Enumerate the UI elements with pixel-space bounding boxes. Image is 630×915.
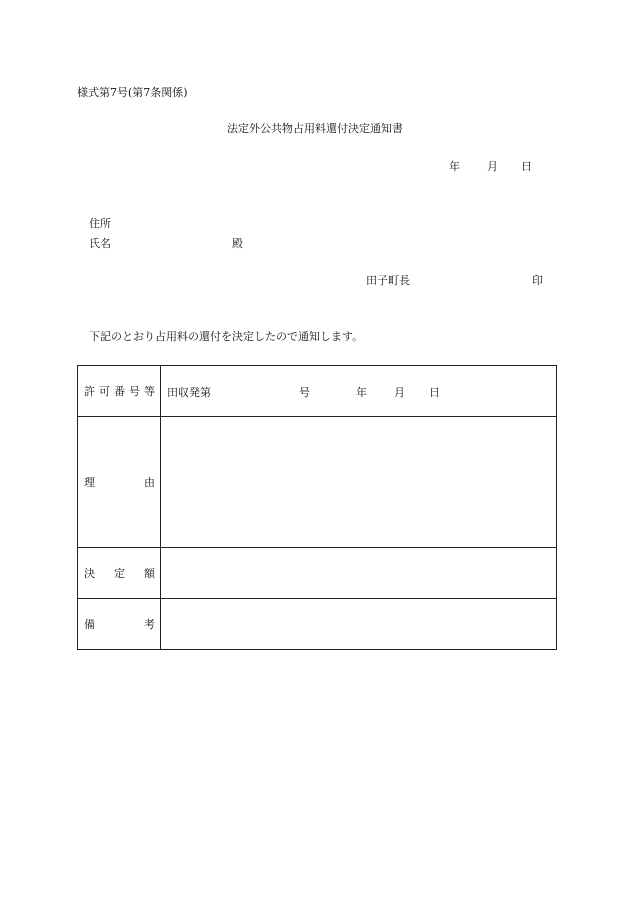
permit-day: 日 xyxy=(429,386,440,399)
reason-label-cell xyxy=(78,417,161,548)
permit-label-char: 等 xyxy=(144,385,155,398)
amount-label-cell xyxy=(78,548,161,599)
permit-number-suffix: 号 xyxy=(299,386,310,399)
remarks-value-cell[interactable] xyxy=(161,599,557,650)
amount-label-char: 額 xyxy=(144,567,155,580)
amount-value-cell[interactable] xyxy=(161,548,557,599)
form-number: 様式第7号(第7条関係) xyxy=(77,86,188,99)
date-year: 年 xyxy=(449,160,460,173)
permit-prefix: 田収発第 xyxy=(167,386,211,399)
address-label: 住所 xyxy=(89,217,111,230)
remarks-label-char: 備 xyxy=(84,618,95,631)
reason-value-cell[interactable] xyxy=(161,417,557,548)
table-row-remarks xyxy=(78,599,557,650)
table-row-reason xyxy=(78,417,557,548)
permit-label-cell xyxy=(78,366,161,417)
remarks-label-cell xyxy=(78,599,161,650)
issuer-title: 田子町長 xyxy=(366,274,410,287)
date-day: 日 xyxy=(521,160,532,173)
permit-month: 月 xyxy=(394,386,405,399)
permit-label-char: 号 xyxy=(129,385,140,398)
permit-year: 年 xyxy=(356,386,367,399)
document-title: 法定外公共物占用料還付決定通知書 xyxy=(227,122,403,135)
permit-label-char: 番 xyxy=(114,385,125,398)
table-row-amount xyxy=(78,548,557,599)
seal-mark: 印 xyxy=(532,274,543,287)
intro-text: 下記のとおり占用料の還付を決定したので通知します。 xyxy=(89,330,364,343)
amount-label-char: 定 xyxy=(114,567,125,580)
permit-label-char: 許 xyxy=(84,385,95,398)
amount-label-char: 決 xyxy=(84,567,95,580)
permit-label-char: 可 xyxy=(99,385,110,398)
name-label: 氏名 xyxy=(89,237,111,250)
reason-label-char: 理 xyxy=(84,476,95,489)
permit-value-cell[interactable] xyxy=(161,366,557,417)
reason-label-char: 由 xyxy=(144,476,155,489)
table-row-permit xyxy=(78,366,557,417)
honorific: 殿 xyxy=(232,237,243,250)
info-table xyxy=(77,365,557,650)
remarks-label-char: 考 xyxy=(144,618,155,631)
date-month: 月 xyxy=(487,160,498,173)
